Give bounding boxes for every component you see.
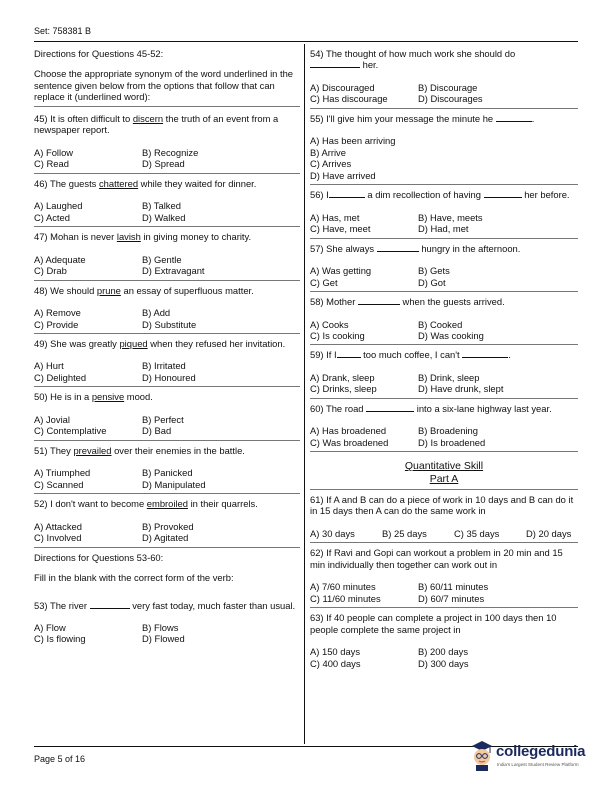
underlined-word: discern <box>132 112 164 124</box>
option-a: A) 7/60 minutes <box>310 581 376 593</box>
option-a: A) Discouraged <box>310 81 375 93</box>
option-a: A) Remove <box>34 307 81 319</box>
page-number: Page 5 of 16 <box>34 754 86 764</box>
option-a: A) Has broadened <box>310 425 387 437</box>
option-d: D) Is broadened <box>418 436 486 448</box>
option-b: B) Add <box>142 307 171 319</box>
option-c: C) Acted <box>34 211 70 223</box>
question-59: 59) If I too much coffee, I can't . A) Drank, sleep B) Drink, sleep C) Drinks, sleep D) Have drunk, slept <box>310 345 578 398</box>
options <box>310 372 578 395</box>
option-d: D) Have drunk, slept <box>418 383 504 395</box>
option-c: C) Have, meet <box>310 223 371 235</box>
left-column <box>34 44 300 648</box>
option-c: C) 11/60 minutes <box>310 592 381 604</box>
directions-heading: Directions for Questions 45-52: <box>34 48 164 59</box>
options <box>310 528 578 539</box>
option-c: C) Is cooking <box>310 329 365 341</box>
option-d: D) Got <box>418 276 446 288</box>
option-b: B) Discourage <box>418 81 478 93</box>
option-d: D) Had, met <box>418 223 469 235</box>
option-b: B) Talked <box>142 200 181 212</box>
options <box>34 147 300 170</box>
option-d: D) Manipulated <box>142 478 206 490</box>
option-d: D) Flowed <box>142 633 185 645</box>
page-header <box>34 26 578 42</box>
option-b: B) Flows <box>142 622 179 633</box>
underlined-word: prune <box>96 284 121 296</box>
option-a: A) Hurt <box>34 360 64 372</box>
option-c: C) Scanned <box>34 478 84 490</box>
option-a: A) Flow <box>34 622 66 633</box>
answer-blank <box>337 349 361 358</box>
option-a: A) 150 days <box>310 646 361 658</box>
option-c: C) Is flowing <box>34 633 86 645</box>
option-a: A) Jovial <box>34 413 70 425</box>
question-51: 51) They prevailed over their enemies in the battle. A) Triumphed B) Panicked C) Scanned D) Manipulated <box>34 441 300 494</box>
option-b: B) Cooked <box>418 318 463 330</box>
directions-text: Choose the appropriate synonym of the word underlined in the sentence given below from the options that follow that can replace it (underlined word): <box>34 68 294 103</box>
options <box>34 360 300 383</box>
option-a: A) Was getting <box>310 265 372 277</box>
options <box>310 212 578 235</box>
option-b: B) Have, meets <box>418 211 483 223</box>
option-d: D) Was cooking <box>418 329 484 341</box>
option-d: D) Extravagant <box>142 265 205 277</box>
underlined-word: chattered <box>98 177 139 189</box>
question-62: 62) If Ravi and Gopi can workout a problem in 20 min and 15 min individually then together can work out in A) 7/60 minutes B) 60/11 minutes C) 11/60 minutes D) 60/7 minutes <box>310 543 578 608</box>
option-b: B) Arrive <box>310 146 346 158</box>
options <box>310 425 578 448</box>
answer-blank <box>484 189 522 198</box>
answer-blank <box>358 296 400 305</box>
option-b: B) Perfect <box>142 413 184 425</box>
option-c: C) 35 days <box>454 527 500 539</box>
option-a: A) Has been arriving <box>310 135 396 147</box>
question-57: 57) She always hungry in the afternoon. A) Was getting B) Gets C) Get D) Got <box>310 239 578 292</box>
option-d: D) Walked <box>142 211 186 223</box>
question-49: 49) She was greatly piqued when they refused her invitation. A) Hurt B) Irritated C) Delighted D) Honoured <box>34 334 300 387</box>
option-b: B) Provoked <box>142 520 194 532</box>
directions-45-52 <box>34 44 300 106</box>
option-d: D) Agitated <box>142 532 189 544</box>
option-b: B) Drink, sleep <box>418 371 480 383</box>
option-d: D) Spread <box>142 158 185 170</box>
underlined-word: embroiled <box>146 498 188 510</box>
question-46: 46) The guests chattered while they waited for dinner. A) Laughed B) Talked C) Acted D) Walked <box>34 174 300 227</box>
option-d: D) Discourages <box>418 93 483 105</box>
option-a: A) Drank, sleep <box>310 371 375 383</box>
option-a: A) Follow <box>34 146 74 158</box>
question-60: 60) The road into a six-lane highway last year. A) Has broadened B) Broadening C) Was broadened D) Is broadened <box>310 399 578 452</box>
option-b: B) Panicked <box>142 467 193 479</box>
options <box>310 265 578 288</box>
option-c: C) Provide <box>34 318 79 330</box>
question-45: 45) It is often difficult to discern the truth of an event from a newspaper report. A) Follow B) Recognize C) Read D) Spread <box>34 109 300 174</box>
option-c: C) Contemplative <box>34 425 107 437</box>
option-d: D) Honoured <box>142 371 196 383</box>
option-b: B) Broadening <box>418 425 478 437</box>
underlined-word: prevailed <box>73 444 112 456</box>
option-d: D) Bad <box>142 425 172 437</box>
option-a: A) Attacked <box>34 520 82 532</box>
options <box>310 319 578 342</box>
option-b: B) 25 days <box>382 527 427 539</box>
question-55: 55) I'll give him your message the minute he . A) Has been arriving B) Arrive C) Arrives D) Have arrived <box>310 109 578 185</box>
options <box>310 646 578 669</box>
option-d: D) Have arrived <box>310 169 376 181</box>
question-58: 58) Mother when the guests arrived. A) Cooks B) Cooked C) Is cooking D) Was cooking <box>310 292 578 345</box>
question-47: 47) Mohan is never lavish in giving money to charity. A) Adequate B) Gentle C) Drab D) Extravagant <box>34 227 300 280</box>
option-c: C) Involved <box>34 532 82 544</box>
option-b: B) Gentle <box>142 253 182 265</box>
section-title: Quantitative Skill <box>404 460 484 473</box>
options <box>34 622 300 645</box>
option-a: A) Cooks <box>310 318 349 330</box>
question-52: 52) I don't want to become embroiled in their quarrels. A) Attacked B) Provoked C) Involved D) Agitated <box>34 494 300 547</box>
option-c: C) Was broadened <box>310 436 389 448</box>
options <box>310 135 578 181</box>
option-c: C) Has discourage <box>310 93 388 105</box>
options <box>34 414 300 437</box>
options <box>34 307 300 330</box>
logo-tagline: India's Largest Student Review Platform <box>497 762 579 767</box>
directions-heading: Directions for Questions 53-60: <box>34 551 164 563</box>
option-a: A) Adequate <box>34 253 86 265</box>
answer-blank <box>377 243 419 252</box>
option-a: A) Laughed <box>34 200 83 212</box>
options <box>34 200 300 223</box>
answer-blank <box>366 403 414 412</box>
option-b: B) Irritated <box>142 360 186 372</box>
directions-text: Fill in the blank with the correct form of the verb: <box>34 572 234 584</box>
header-rule <box>34 41 578 42</box>
option-b: B) Recognize <box>142 146 199 158</box>
option-c: C) Read <box>34 158 69 170</box>
answer-blank <box>496 113 532 122</box>
column-divider <box>304 44 305 744</box>
answer-blank <box>310 59 360 68</box>
collegedunia-logo <box>468 738 598 778</box>
answer-blank <box>90 600 130 609</box>
question-54: 54) The thought of how much work she should do her. A) Discouraged B) Discourage C) Has discourage D) Discourages <box>310 44 578 109</box>
question-48: 48) We should prune an essay of superfluous matter. A) Remove B) Add C) Provide D) Substitute <box>34 281 300 334</box>
options <box>34 521 300 544</box>
question-56: 56) I a dim recollection of having her before. A) Has, met B) Have, meets C) Have, meet D) Had, met <box>310 185 578 238</box>
right-column <box>310 44 578 672</box>
option-c: C) 400 days <box>310 657 361 669</box>
option-a: A) 30 days <box>310 527 355 539</box>
options <box>310 581 578 604</box>
option-d: D) Substitute <box>142 318 197 330</box>
option-d: D) 20 days <box>526 527 572 539</box>
options <box>34 254 300 277</box>
option-d: D) 60/7 minutes <box>418 592 485 604</box>
option-c: C) Arrives <box>310 158 352 170</box>
options <box>34 467 300 490</box>
answer-blank <box>329 189 365 198</box>
options <box>310 82 578 105</box>
option-c: C) Get <box>310 276 338 288</box>
option-a: A) Has, met <box>310 211 360 223</box>
section-heading <box>310 452 578 490</box>
underlined-word: piqued <box>119 337 148 349</box>
underlined-word: pensive <box>91 391 125 403</box>
question-53: 53) The river very fast today, much faster than usual. A) Flow B) Flows C) Is flowing D) Flowed <box>34 596 300 648</box>
option-b: B) Gets <box>418 265 450 277</box>
section-part: Part A <box>429 473 459 486</box>
question-61: 61) If A and B can do a piece of work in 10 days and B can do it in 15 days then A can do the same work in A) 30 days B) 25 days C) 35 days D) 20 days <box>310 490 578 543</box>
logo-wordmark: collegedunia <box>496 743 586 760</box>
answer-blank <box>462 349 508 358</box>
option-c: C) Drinks, sleep <box>310 383 377 395</box>
option-d: D) 300 days <box>418 657 469 669</box>
option-b: B) 60/11 minutes <box>418 581 489 593</box>
option-a: A) Triumphed <box>34 467 91 479</box>
option-b: B) 200 days <box>418 646 469 658</box>
underlined-word: lavish <box>116 231 141 243</box>
question-63: 63) If 40 people can complete a project in 100 days then 10 people complete the same project in A) 150 days B) 200 days C) 400 days D) 300 days <box>310 608 578 672</box>
directions-53-60 <box>34 548 300 596</box>
option-c: C) Delighted <box>34 371 87 383</box>
option-c: C) Drab <box>34 265 67 277</box>
question-50: 50) He is in a pensive mood. A) Jovial B) Perfect C) Contemplative D) Bad <box>34 387 300 440</box>
set-number: Set: 758381 B <box>34 26 92 36</box>
mascot-icon <box>468 738 496 772</box>
